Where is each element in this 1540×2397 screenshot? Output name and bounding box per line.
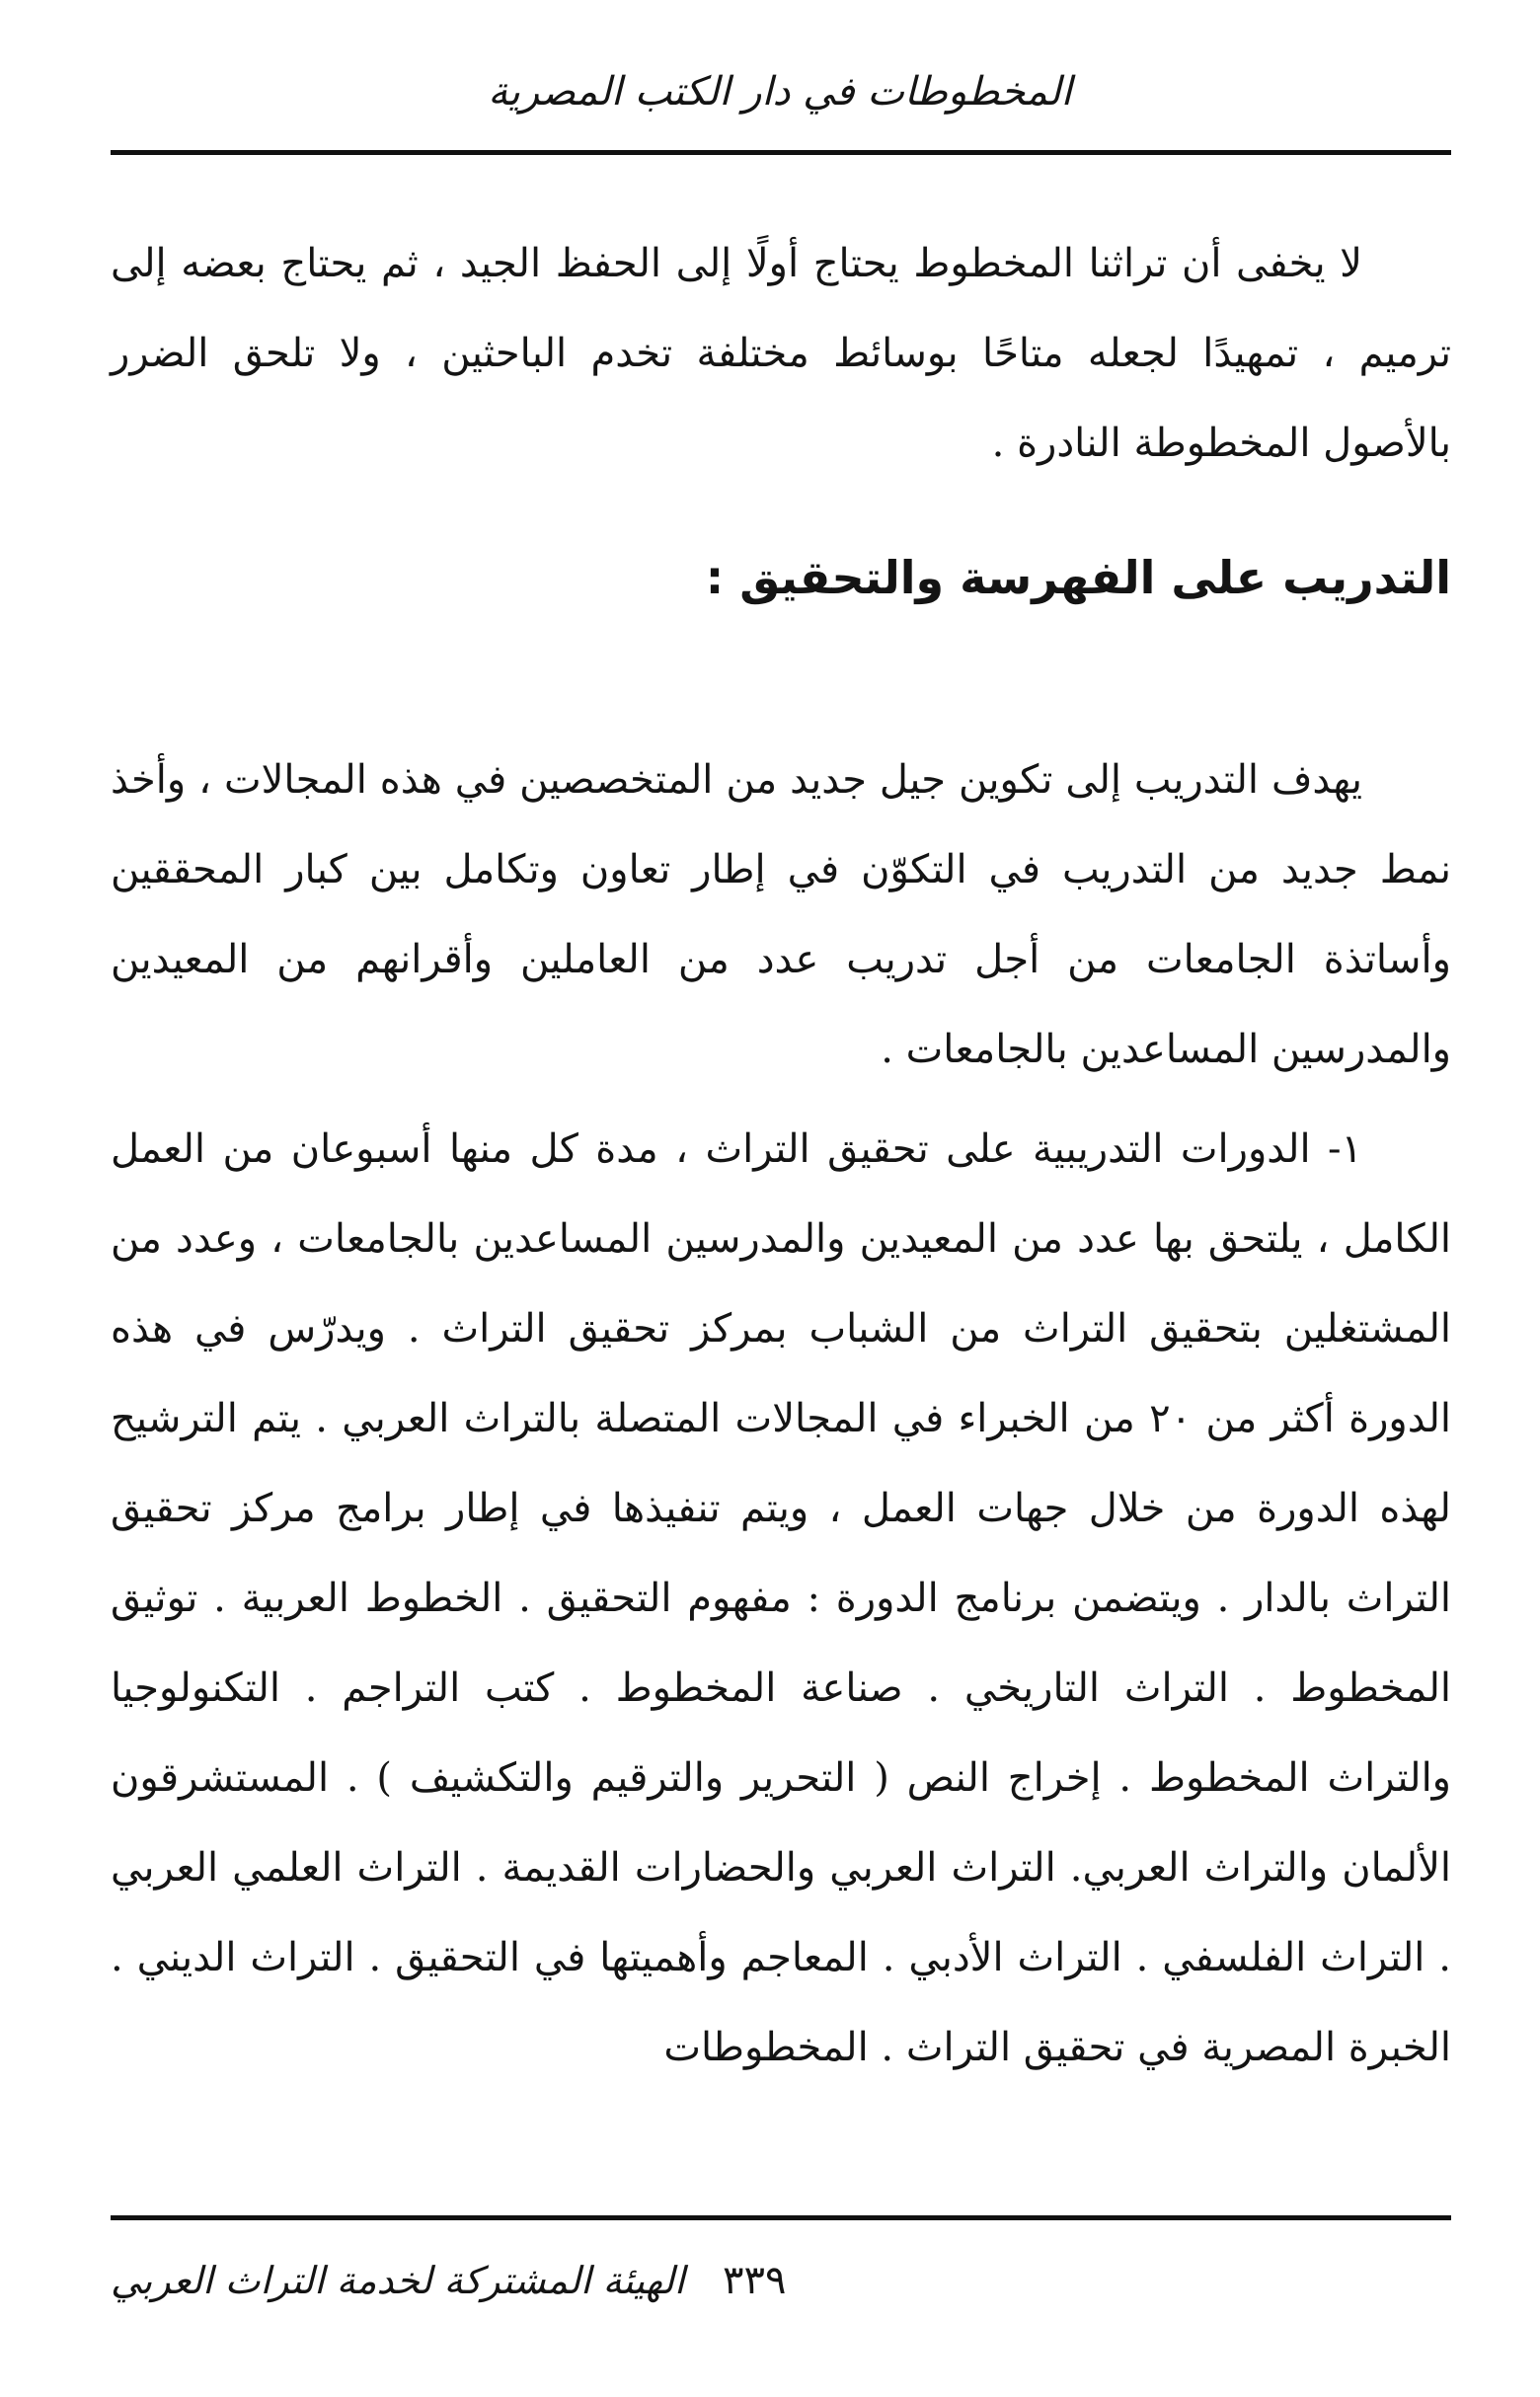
page-footer (111, 2251, 1451, 2310)
paragraph-training-courses: ١- الدورات التدريبية على تحقيق التراث ، مدة كل منها أسبوعان من العمل الكامل ، يلتحق بها عدد من المعيدين والمدرسين المساعدين بالجامعات ، وعدد من المشتغلين بتحقيق التراث من الشباب بمركز تحقيق التراث . ويدرّس في هذه الدورة أكثر من ٢٠ من الخبراء في المجالات المتصلة بالتراث العربي . يتم الترشيح لهذه الدورة من خلال جهات العمل ، ويتم تنفيذها في إطار برامج مركز تحقيق التراث بالدار . ويتضمن برنامج الدورة : مفهوم التحقيق . الخطوط العربية . توثيق المخطوط . التراث التاريخي . صناعة المخطوط . كتب التراجم . التكنولوجيا والتراث المخطوط . إخراج النص ( التحرير والترقيم والتكشيف ) . المستشرقون الألمان والتراث العربي. التراث العربي والحضارات القديمة . التراث العلمي العربي . التراث الفلسفي . التراث الأدبي . المعاجم وأهميتها في التحقيق . التراث الديني . الخبرة المصرية في تحقيق التراث . المخطوطات (111, 1126, 1451, 2070)
page-number: ٣٣٩ (723, 2258, 787, 2303)
section-heading: التدريب على الفهرسة والتحقيق : (705, 551, 1451, 604)
body-text (111, 219, 1451, 2093)
footer-publisher: الهيئة المشتركة لخدمة التراث العربي (111, 2259, 685, 2302)
paragraph-training-goal: يهدف التدريب إلى تكوين جيل جديد من المتخصصين في هذه المجالات ، وأخذ نمط جديد من التدريب في التكوّن في إطار تعاون وتكامل بين كبار المحققين وأساتذة الجامعات من أجل تدريب عدد من العاملين وأقرانهم من المعيدين والمدرسين المساعدين بالجامعات . (111, 757, 1451, 1072)
running-header: المخطوطات في دار الكتب المصرية (488, 69, 1072, 115)
paragraph-intro: لا يخفى أن تراثنا المخطوط يحتاج أولًا إلى الحفظ الجيد ، ثم يحتاج بعضه إلى ترميم ، تمهيدًا لجعله متاحًا بوسائط مختلفة تخدم الباحثين ، ولا تلحق الضرر بالأصول المخطوطة النادرة . (111, 241, 1451, 466)
footer-rule (111, 2215, 1451, 2220)
header-rule (111, 150, 1451, 155)
